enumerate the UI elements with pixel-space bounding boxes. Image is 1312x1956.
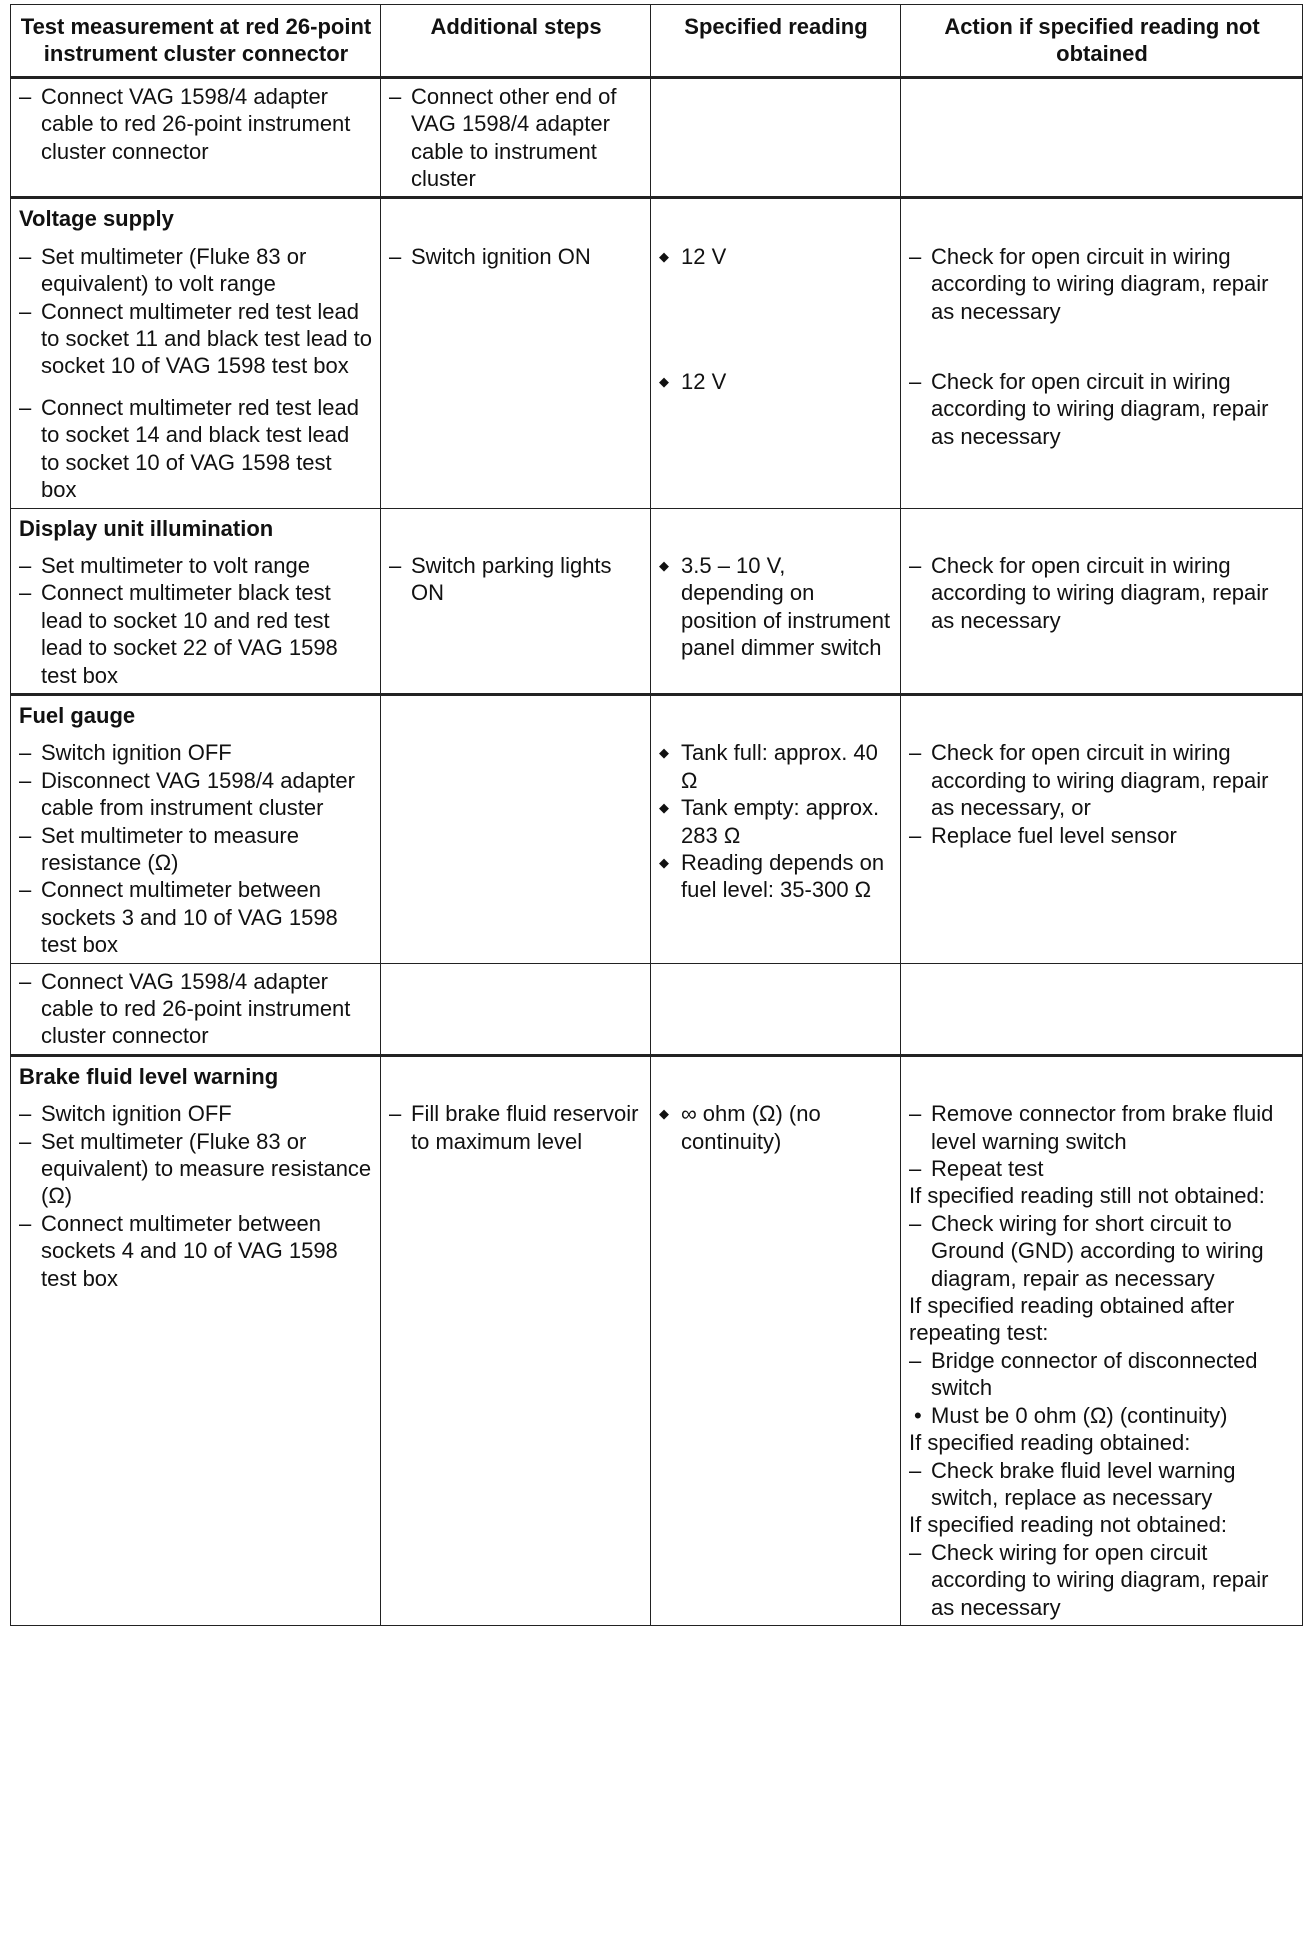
cell-reading — [651, 963, 901, 1055]
list-item: ◆ Tank full: approx. 40 Ω — [659, 739, 893, 794]
list-item: – Connect multimeter red test lead to socket 11 and black test lead to socket 10 of VAG 1598 test box — [19, 298, 373, 380]
cell-test — [11, 735, 381, 963]
cell-empty — [651, 198, 901, 239]
section-row — [11, 1055, 1303, 1096]
list-item: ◆ Tank empty: approx. 283 Ω — [659, 794, 893, 849]
cell-reading — [651, 1096, 901, 1625]
header-additional-steps: Additional steps — [381, 5, 651, 78]
list-item: – Connect other end of VAG 1598/4 adapter cable to instrument cluster — [389, 83, 643, 193]
cell-empty — [651, 1055, 901, 1096]
cell-steps — [381, 735, 651, 963]
cell-steps — [381, 239, 651, 508]
list-item: – Check for open circuit in wiring according to wiring diagram, repair as necessary — [909, 368, 1295, 450]
section-row — [11, 694, 1303, 735]
cell-reading — [651, 548, 901, 695]
list-item: – Remove connector from brake fluid level warning switch — [909, 1100, 1295, 1155]
list-item: ◆ ∞ ohm (Ω) (no continuity) — [659, 1100, 893, 1155]
list-item: – Repeat test — [909, 1155, 1295, 1182]
list-item: – Connect multimeter between sockets 3 and 10 of VAG 1598 test box — [19, 876, 373, 958]
list-item: – Fill brake fluid reservoir to maximum level — [389, 1100, 643, 1155]
cell-reading — [651, 735, 901, 963]
list-item: – Set multimeter to measure resistance (Ω) — [19, 822, 373, 877]
cell-empty — [901, 198, 1303, 239]
list-item: – Connect VAG 1598/4 adapter cable to red 26-point instrument cluster connector — [19, 968, 373, 1050]
table-row — [11, 239, 1303, 508]
list-item: – Check brake fluid level warning switch, replace as necessary — [909, 1457, 1295, 1512]
cell-action — [901, 548, 1303, 695]
list-item: If specified reading obtained: — [909, 1430, 1191, 1456]
list-item: – Connect multimeter black test lead to socket 10 and red test lead to socket 22 of VAG 1598 test box — [19, 579, 373, 689]
list-item: – Disconnect VAG 1598/4 adapter cable from instrument cluster — [19, 767, 373, 822]
list-item: ◆ Reading depends on fuel level: 35-300 Ω — [659, 849, 893, 904]
header-specified-reading: Specified reading — [651, 5, 901, 78]
section-title-fuel-gauge: Fuel gauge — [11, 694, 381, 735]
list-item: • Must be 0 ohm (Ω) (continuity) — [909, 1402, 1295, 1429]
cell-reading — [651, 239, 901, 508]
table-row — [11, 77, 1303, 198]
cell-empty — [651, 694, 901, 735]
cell-action — [901, 963, 1303, 1055]
list-item: If specified reading still not obtained: — [909, 1183, 1265, 1209]
list-item: ◆ 12 V — [659, 368, 893, 395]
cell-test — [11, 77, 381, 198]
cell-action — [901, 735, 1303, 963]
section-title-voltage-supply: Voltage supply — [11, 198, 381, 239]
list-item: – Check wiring for short circuit to Ground (GND) according to wiring diagram, repair as necessary — [909, 1210, 1295, 1292]
header-test-measurement: Test measurement at red 26-point instrument cluster connector — [11, 5, 381, 78]
list-item: – Check for open circuit in wiring according to wiring diagram, repair as necessary — [909, 552, 1295, 634]
header-row — [11, 5, 1303, 78]
cell-action — [901, 239, 1303, 508]
cell-steps — [381, 1096, 651, 1625]
list-item: – Connect multimeter between sockets 4 and 10 of VAG 1598 test box — [19, 1210, 373, 1292]
list-item: If specified reading not obtained: — [909, 1512, 1228, 1538]
cell-test — [11, 548, 381, 695]
list-item: – Set multimeter to volt range — [19, 552, 373, 579]
list-item: – Switch parking lights ON — [389, 552, 643, 607]
cell-steps — [381, 77, 651, 198]
cell-steps — [381, 963, 651, 1055]
list-item: – Connect VAG 1598/4 adapter cable to red 26-point instrument cluster connector — [19, 83, 373, 165]
list-item: ◆ 12 V — [659, 243, 893, 270]
cell-empty — [651, 508, 901, 548]
section-row — [11, 508, 1303, 548]
section-title-display-illumination: Display unit illumination — [11, 508, 381, 548]
table-row — [11, 548, 1303, 695]
cell-empty — [901, 694, 1303, 735]
section-title-brake-fluid: Brake fluid level warning — [11, 1055, 381, 1096]
cell-empty — [381, 508, 651, 548]
cell-empty — [901, 508, 1303, 548]
header-action: Action if specified reading not obtained — [901, 5, 1303, 78]
list-item: – Switch ignition ON — [389, 243, 643, 270]
cell-empty — [381, 694, 651, 735]
list-item: – Set multimeter (Fluke 83 or equivalent) to volt range — [19, 243, 373, 298]
table-row — [11, 963, 1303, 1055]
cell-test — [11, 963, 381, 1055]
list-item: – Check for open circuit in wiring according to wiring diagram, repair as necessary, or — [909, 739, 1295, 821]
cell-reading — [651, 77, 901, 198]
list-item: – Bridge connector of disconnected switch — [909, 1347, 1295, 1402]
cell-test — [11, 1096, 381, 1625]
test-procedure-document — [10, 4, 1302, 1626]
cell-steps — [381, 548, 651, 695]
cell-action — [901, 77, 1303, 198]
table-row — [11, 735, 1303, 963]
section-row — [11, 198, 1303, 239]
list-item: If specified reading obtained after repeating test: — [909, 1293, 1235, 1346]
list-item: – Replace fuel level sensor — [909, 822, 1295, 849]
table-row — [11, 1096, 1303, 1625]
list-item: – Check for open circuit in wiring according to wiring diagram, repair as necessary — [909, 243, 1295, 325]
list-item: – Switch ignition OFF — [19, 1100, 373, 1127]
cell-empty — [381, 1055, 651, 1096]
cell-empty — [381, 198, 651, 239]
list-item: – Connect multimeter red test lead to socket 14 and black test lead to socket 10 of VAG 1598 test box — [19, 394, 373, 504]
list-item: – Set multimeter (Fluke 83 or equivalent) to measure resistance (Ω) — [19, 1128, 373, 1210]
test-table — [10, 4, 1303, 1626]
list-item: – Check wiring for open circuit according to wiring diagram, repair as necessary — [909, 1539, 1295, 1621]
cell-empty — [901, 1055, 1303, 1096]
cell-action — [901, 1096, 1303, 1625]
list-item: – Switch ignition OFF — [19, 739, 373, 766]
cell-test — [11, 239, 381, 508]
list-item: ◆ 3.5 – 10 V, depending on position of instrument panel dimmer switch — [659, 552, 893, 662]
